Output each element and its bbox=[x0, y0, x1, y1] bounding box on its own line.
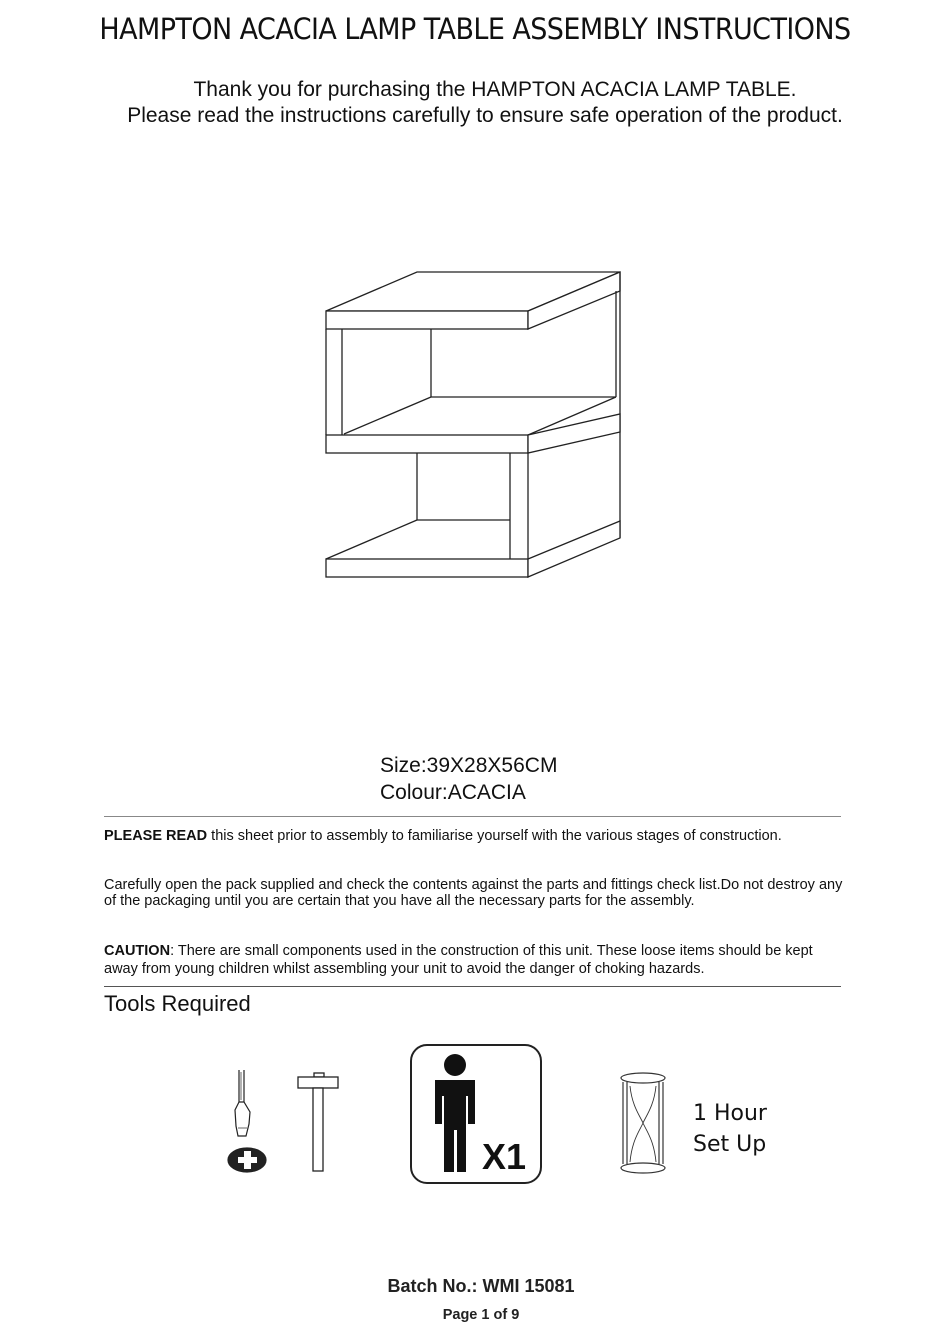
divider bbox=[104, 986, 841, 987]
note-bold-label: CAUTION bbox=[104, 943, 171, 959]
divider bbox=[104, 816, 841, 817]
note-caution bbox=[104, 942, 844, 978]
note-text: : There are small components used in the construction of this unit. These loose items should be kept away from young children whilst assembling your unit to avoid the danger of choking hazards. bbox=[104, 943, 813, 977]
intro-thank-you: Thank you for purchasing the HAMPTON ACACIA LAMP TABLE. bbox=[193, 78, 797, 101]
hammer-icon bbox=[292, 1072, 342, 1174]
people-count: X1 bbox=[482, 1136, 527, 1177]
note-text: this sheet prior to assembly to familiarise yourself with the various stages of construction. bbox=[207, 828, 782, 844]
page-number: Page 1 of 9 bbox=[442, 1307, 520, 1323]
document-title: HAMPTON ACACIA LAMP TABLE ASSEMBLY INSTRUCTIONS bbox=[99, 12, 851, 46]
tools-required-heading: Tools Required bbox=[104, 991, 251, 1016]
note-please-read bbox=[104, 829, 844, 845]
note-text: Carefully open the pack supplied and check the contents against the parts and fittings check list.Do not destroy any of the packaging until you are certain that you have all the necessary parts for the assembly. bbox=[104, 877, 843, 909]
phillips-screwdriver-icon bbox=[222, 1068, 272, 1178]
product-colour: Colour:ACACIA bbox=[380, 781, 526, 804]
note-check-contents bbox=[104, 878, 844, 909]
setup-time-line2: Set Up bbox=[693, 1132, 767, 1157]
batch-number: Batch No.: WMI 15081 bbox=[387, 1276, 575, 1296]
lamp-table-illustration bbox=[310, 260, 640, 590]
hourglass-icon bbox=[618, 1072, 670, 1174]
people-required-badge bbox=[410, 1044, 542, 1184]
intro-read-instructions: Please read the instructions carefully to ensure safe operation of the product. bbox=[127, 104, 843, 127]
setup-time-line1: 1 Hour bbox=[693, 1101, 767, 1126]
product-size: Size:39X28X56CM bbox=[380, 754, 558, 777]
note-bold-label: PLEASE READ bbox=[104, 828, 208, 844]
